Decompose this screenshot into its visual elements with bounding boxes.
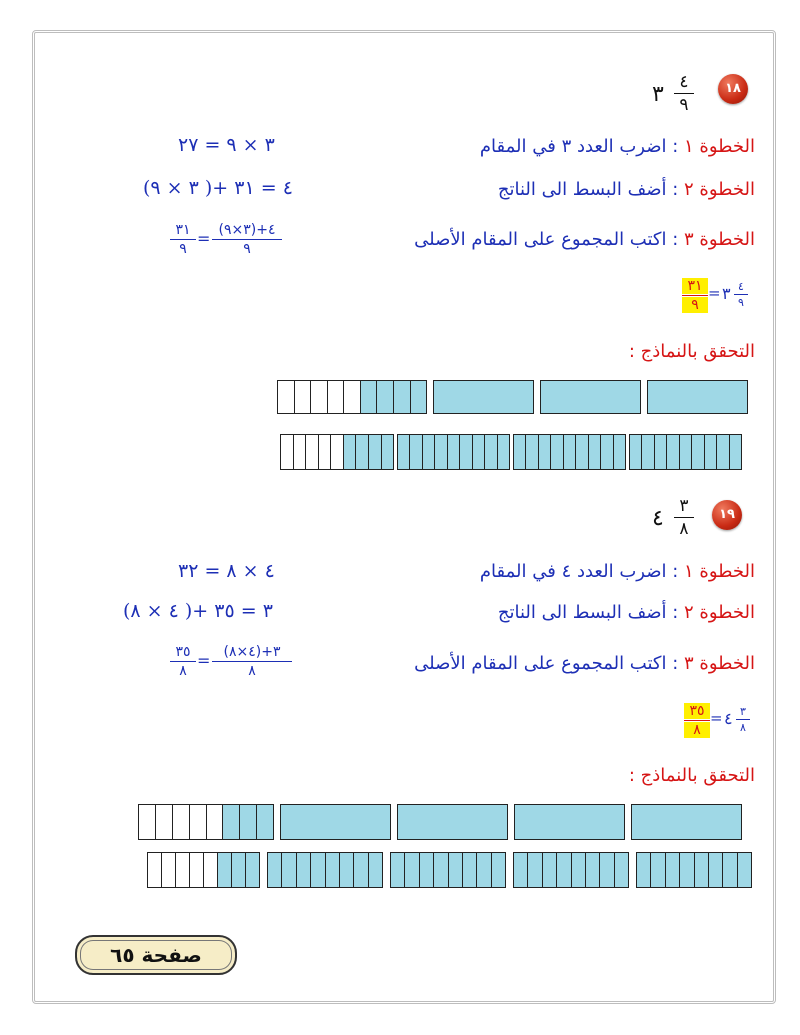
result-improper-fraction (682, 278, 708, 313)
step-text: : اضرب العدد ٣ في المقام (479, 136, 684, 157)
parts-bar (397, 434, 510, 470)
mixed-denominator: ٩ (679, 95, 689, 115)
model-row-wholes (138, 804, 742, 840)
mixed-number (652, 72, 702, 117)
step-2 (498, 179, 755, 200)
fraction-numerator: ٣١ (682, 278, 708, 294)
equals-sign: = (197, 651, 211, 670)
parts-bar (280, 434, 394, 470)
result-improper-fraction (684, 703, 710, 738)
mixed-bar (138, 804, 274, 840)
mixed-bar (277, 380, 427, 414)
fraction-denominator: ٩ (738, 296, 744, 309)
fraction-denominator: ٨ (179, 663, 187, 679)
mixed-numerator: ٣ (679, 496, 689, 516)
step-3 (414, 229, 755, 250)
result-fraction (736, 705, 750, 734)
fraction-numerator: ٣١ (175, 222, 191, 238)
fraction-right (170, 222, 196, 257)
whole-bar (433, 380, 534, 414)
fraction-numerator: ٣٥ (175, 644, 191, 660)
step-label: الخطوة ٣ (684, 229, 755, 250)
fraction-denominator: ٩ (179, 241, 187, 257)
whole-bar (631, 804, 742, 840)
step-math: (٣ × ٩ )+ ٤ = ٣١ (143, 177, 293, 199)
whole-bar (397, 804, 508, 840)
model-row-wholes (277, 380, 748, 414)
step-math: ٣ × ٩ = ٢٧ (178, 134, 275, 156)
fraction-right (170, 644, 196, 679)
model-row-parts (280, 434, 742, 470)
result-whole: ٤ (724, 709, 733, 728)
fraction-numerator: (٣×٩)+٤ (218, 222, 276, 238)
problem-number-badge: ١٨ (718, 74, 748, 104)
step-label: الخطوة ١ (684, 561, 755, 582)
step-math: (٤ × ٨ )+ ٣ = ٣٥ (123, 600, 273, 622)
step-math: ٤ × ٨ = ٣٢ (178, 560, 275, 582)
page-number-label: صفحة ٦٥ (75, 935, 237, 975)
check-with-models-label: التحقق بالنماذج : (628, 341, 755, 362)
step-text: : أضف البسط الى الناتج (497, 602, 684, 623)
fraction-denominator: ٨ (740, 721, 746, 734)
mixed-whole: ٤ (652, 506, 664, 531)
step-3 (414, 653, 755, 674)
parts-bar (636, 852, 752, 888)
mixed-denominator: ٨ (679, 519, 689, 539)
parts-bar (629, 434, 742, 470)
fraction-numerator: ٤ (738, 280, 744, 293)
step-text: : اكتب المجموع على المقام الأصلى (414, 229, 684, 250)
check-with-models-label: التحقق بالنماذج : (628, 765, 755, 786)
whole-bar (280, 804, 391, 840)
step-text: : أضف البسط الى الناتج (497, 179, 684, 200)
result-fraction (734, 280, 748, 309)
mixed-whole: ٣ (652, 82, 664, 107)
result-whole: ٣ (722, 284, 731, 303)
step-text: : اضرب العدد ٤ في المقام (479, 561, 684, 582)
step-label: الخطوة ١ (684, 136, 755, 157)
parts-bar (390, 852, 506, 888)
whole-bar (647, 380, 748, 414)
fraction-denominator: ٩ (682, 297, 708, 313)
fraction-numerator: ٣٥ (684, 703, 710, 719)
fraction-numerator: ٣ (740, 705, 746, 718)
fraction-left (212, 644, 292, 679)
fraction-numerator: (٤×٨)+٣ (223, 644, 281, 660)
fraction-denominator: ٨ (248, 663, 256, 679)
step-label: الخطوة ٢ (684, 602, 755, 623)
fraction-denominator: ٨ (684, 722, 710, 738)
step-label: الخطوة ٢ (684, 179, 755, 200)
whole-bar (514, 804, 625, 840)
problem-number-badge: ١٩ (712, 500, 742, 530)
equals-sign: = (197, 229, 211, 248)
whole-bar (540, 380, 641, 414)
equals-sign: = (710, 709, 723, 727)
step-1 (480, 136, 755, 157)
step-1 (480, 561, 755, 582)
parts-bar (513, 434, 626, 470)
mixed-numerator: ٤ (679, 72, 689, 92)
model-row-parts (147, 852, 752, 888)
parts-bar (147, 852, 260, 888)
mixed-number (652, 496, 702, 541)
fraction-left (212, 222, 282, 257)
step-2 (498, 602, 755, 623)
parts-bar (513, 852, 629, 888)
fraction-denominator: ٩ (243, 241, 251, 257)
step-label: الخطوة ٣ (684, 653, 755, 674)
equals-sign: = (708, 284, 721, 302)
step-text: : اكتب المجموع على المقام الأصلى (414, 653, 684, 674)
parts-bar (267, 852, 383, 888)
